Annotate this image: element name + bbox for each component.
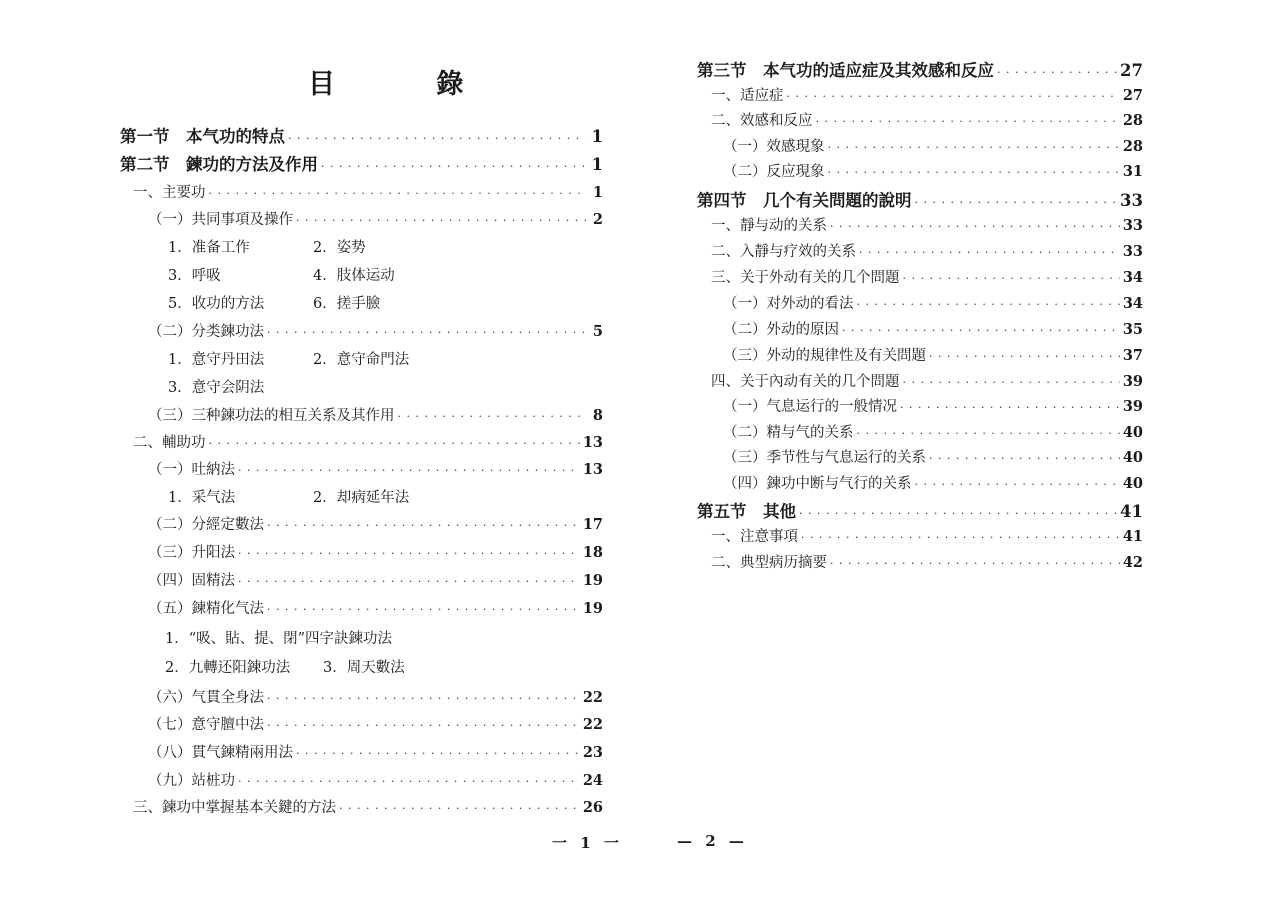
toc-entry-label: （四）固精法 (148, 573, 235, 589)
toc-leader-dots (296, 747, 580, 760)
toc-entry (723, 292, 1143, 313)
toc-leader-dots (929, 350, 1120, 363)
toc-entry (133, 181, 603, 202)
toc-entry-label: （一）共同事項及操作 (148, 212, 293, 228)
toc-entry-page: 26 (582, 799, 603, 816)
toc-entry (148, 686, 603, 707)
right-toc (643, 0, 1287, 910)
toc-subitem: 5．收功的方法 (168, 296, 265, 312)
toc-entry-label: （三）季节性与气息运行的关系 (723, 450, 926, 466)
toc-subitem: 3．周天數法 (323, 660, 405, 676)
toc-entry-page: 24 (582, 772, 603, 789)
toc-entry-page: 1 (591, 127, 603, 146)
toc-entry-label: 第二节 鍊功的方法及作用 (120, 155, 318, 174)
toc-entry-label: 二、效感和反应 (711, 113, 813, 129)
toc-leader-dots (267, 719, 580, 732)
toc-entry-label: （一）效感現象 (723, 139, 825, 155)
toc-leader-dots (816, 115, 1120, 128)
toc-entry (723, 318, 1143, 339)
toc-leader-dots (915, 196, 1118, 209)
toc-subitem: 2．姿势 (313, 240, 366, 256)
toc-entry-label: 第一节 本气功的特点 (120, 127, 285, 146)
toc-entry-page: 31 (1122, 163, 1143, 180)
toc-entry (723, 344, 1143, 365)
toc-entry-page: 33 (1120, 191, 1143, 210)
toc-entry-page: 27 (1122, 87, 1143, 104)
toc-entry (697, 187, 1143, 211)
toc-entry-page: 40 (1122, 424, 1143, 441)
toc-leader-dots (238, 547, 580, 560)
toc-entry (148, 541, 603, 562)
toc-entry-label: 三、鍊功中掌握基本关鍵的方法 (133, 800, 336, 816)
toc-entry-page: 2 (592, 211, 603, 228)
toc-entry (711, 370, 1143, 391)
toc-entry-label: （二）精与气的关系 (723, 425, 854, 441)
toc-leader-dots (830, 557, 1120, 570)
toc-entry-label: 一、主要功 (133, 185, 206, 201)
toc-entry (148, 741, 603, 762)
toc-entry (711, 109, 1143, 130)
toc-entry-page: 42 (1122, 554, 1143, 571)
toc-entry-page: 1 (592, 184, 603, 201)
toc-entry-page: 37 (1122, 347, 1143, 364)
toc-entry (711, 551, 1143, 572)
toc-entry-page: 13 (582, 434, 603, 451)
toc-entry-label: （二）外动的原因 (723, 322, 839, 338)
toc-entry-page: 39 (1122, 398, 1143, 415)
toc-entry-label: （二）反应現象 (723, 164, 825, 180)
toc-leader-dots (828, 166, 1120, 179)
toc-entry-label: 二、典型病历摘要 (711, 555, 827, 571)
toc-leader-dots (787, 90, 1120, 103)
toc-entry (148, 458, 603, 479)
toc-entry (711, 240, 1143, 261)
right-page-number: — 2 — (677, 832, 748, 850)
toc-leader-dots (321, 160, 586, 173)
toc-entry (120, 123, 603, 147)
toc-entry-page: 22 (582, 716, 603, 733)
toc-entry-label: 第五节 其他 (697, 502, 796, 521)
toc-leader-dots (997, 66, 1117, 79)
toc-entry (148, 597, 603, 618)
toc-entry-label: （二）分类鍊功法 (148, 324, 264, 340)
toc-leader-dots (830, 220, 1120, 233)
toc-entry-page: 41 (1122, 528, 1143, 545)
toc-leader-dots (209, 187, 587, 200)
toc-leader-dots (296, 214, 586, 227)
toc-entry-page: 23 (582, 744, 603, 761)
toc-subitem: 1．准备工作 (168, 240, 250, 256)
toc-leader-dots (903, 272, 1120, 285)
toc-leader-dots (209, 437, 580, 450)
toc-leader-dots (859, 246, 1120, 259)
toc-entry (723, 446, 1143, 467)
toc-entry-label: （六）气貫全身法 (148, 690, 264, 706)
toc-entry-label: （三）升阳法 (148, 545, 235, 561)
left-page (0, 0, 643, 910)
toc-leader-dots (801, 531, 1120, 544)
toc-leader-dots (799, 507, 1117, 520)
toc-leader-dots (903, 376, 1120, 389)
toc-entry (723, 135, 1143, 156)
toc-leader-dots (267, 326, 586, 339)
toc-entry-label: （七）意守膻中法 (148, 717, 264, 733)
toc-entry-label: （四）鍊功中断与气行的关系 (723, 476, 912, 492)
toc-entry-page: 34 (1122, 269, 1143, 286)
toc-subitem: 1．“吸、貼、提、閉”四字訣鍊功法 (165, 631, 393, 647)
toc-entry-label: 三、关于外动有关的几个問題 (711, 270, 900, 286)
toc-entry-label: （一）气息运行的一般情况 (723, 399, 897, 415)
toc-entry-label: （二）分經定數法 (148, 517, 264, 533)
toc-leader-dots (267, 603, 580, 616)
toc-entry (711, 266, 1143, 287)
toc-entry-label: （一）对外动的看法 (723, 296, 854, 312)
right-page (643, 0, 1287, 910)
toc-entry (723, 421, 1143, 442)
toc-entry-label: （八）貫气鍊精兩用法 (148, 745, 293, 761)
toc-entry-page: 17 (582, 516, 603, 533)
toc-leader-dots (238, 575, 580, 588)
toc-subitem: 2．九轉还阳鍊功法 (165, 660, 291, 676)
toc-entry (723, 472, 1143, 493)
toc-leader-dots (828, 141, 1120, 154)
toc-entry (148, 569, 603, 590)
toc-leader-dots (857, 427, 1120, 440)
toc-leader-dots (339, 802, 580, 815)
toc-entry-page: 28 (1122, 138, 1143, 155)
toc-subitem: 2．意守命門法 (313, 352, 410, 368)
toc-entry (120, 151, 603, 175)
toc-leader-dots (857, 298, 1120, 311)
toc-entry (148, 769, 603, 790)
toc-leader-dots (398, 410, 587, 423)
toc-entry (723, 160, 1143, 181)
toc-leader-dots (238, 775, 580, 788)
toc-subitem: 4．肢体运动 (313, 268, 395, 284)
toc-entry (133, 796, 603, 817)
toc-entry-page: 22 (582, 689, 603, 706)
toc-entry-page: 1 (591, 155, 603, 174)
toc-entry (133, 431, 603, 452)
toc-leader-dots (267, 692, 580, 705)
toc-entry-page: 5 (592, 323, 603, 340)
toc-entry-label: 第四节 几个有关問題的說明 (697, 191, 912, 210)
toc-leader-dots (900, 401, 1120, 414)
toc-subitem: 3．意守会阴法 (168, 380, 265, 396)
toc-entry-page: 33 (1122, 243, 1143, 260)
toc-entry-page: 28 (1122, 112, 1143, 129)
toc-entry-label: 二、入靜与疗效的关系 (711, 244, 856, 260)
left-toc (0, 0, 643, 910)
toc-entry-page: 27 (1120, 61, 1143, 80)
toc-leader-dots (842, 324, 1120, 337)
toc-leader-dots (929, 452, 1120, 465)
toc-entry (148, 320, 603, 341)
toc-entry-label: 一、适应症 (711, 88, 784, 104)
toc-entry-page: 13 (582, 461, 603, 478)
toc-entry-page: 40 (1122, 475, 1143, 492)
toc-leader-dots (238, 464, 580, 477)
toc-entry-label: 四、关于內动有关的几个問題 (711, 374, 900, 390)
toc-entry-label: 第三节 本气功的适应症及其效感和反应 (697, 61, 994, 80)
toc-entry-page: 39 (1122, 373, 1143, 390)
toc-entry-page: 18 (582, 544, 603, 561)
toc-entry (148, 404, 603, 425)
toc-subitem: 1．采气法 (168, 490, 236, 506)
toc-entry (148, 208, 603, 229)
toc-leader-dots (288, 132, 586, 145)
left-page-number: 一 1 一 (552, 834, 623, 852)
toc-entry-page: 19 (582, 600, 603, 617)
toc-subitem: 2．却病延年法 (313, 490, 410, 506)
toc-entry (148, 713, 603, 734)
toc-entry-label: （九）站桩功 (148, 773, 235, 789)
toc-entry (711, 214, 1143, 235)
toc-entry-page: 41 (1120, 502, 1143, 521)
toc-entry-label: （一）吐納法 (148, 462, 235, 478)
toc-subitem: 1．意守丹田法 (168, 352, 265, 368)
toc-entry-page: 33 (1122, 217, 1143, 234)
toc-leader-dots (915, 478, 1120, 491)
toc-entry (697, 57, 1143, 81)
toc-entry (697, 498, 1143, 522)
toc-entry-label: 二、輔助功 (133, 435, 206, 451)
toc-entry-label: （五）鍊精化气法 (148, 601, 264, 617)
toc-entry (148, 513, 603, 534)
toc-entry-page: 8 (592, 407, 603, 424)
toc-entry-page: 19 (582, 572, 603, 589)
toc-subitem: 3．呼吸 (168, 268, 221, 284)
toc-entry (711, 84, 1143, 105)
toc-subitem: 6．搓手臉 (313, 296, 381, 312)
toc-leader-dots (267, 519, 580, 532)
toc-entry (711, 525, 1143, 546)
toc-entry-page: 35 (1122, 321, 1143, 338)
toc-entry (723, 395, 1143, 416)
toc-entry-label: （三）外动的規律性及有关問題 (723, 348, 926, 364)
toc-entry-label: 一、靜与动的关系 (711, 218, 827, 234)
toc-entry-page: 34 (1122, 295, 1143, 312)
toc-title: 目 錄 (308, 69, 510, 100)
toc-entry-page: 40 (1122, 449, 1143, 466)
toc-entry-label: 一、注意事項 (711, 529, 798, 545)
toc-entry-label: （三）三种鍊功法的相互关系及其作用 (148, 408, 395, 424)
